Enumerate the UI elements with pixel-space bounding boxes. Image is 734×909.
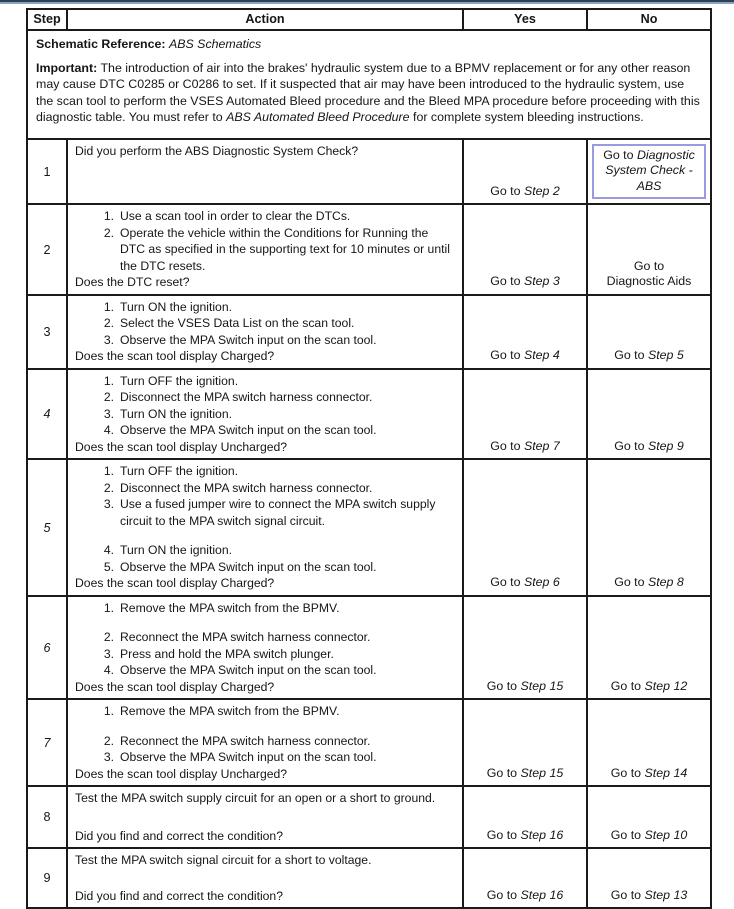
- goto-target: Step 5: [647, 348, 684, 363]
- goto-prefix: Go to: [614, 575, 648, 590]
- list-item-text: Remove the MPA switch from the BPMV.: [120, 600, 340, 615]
- goto-prefix: Go to: [490, 348, 524, 363]
- goto-prefix: Go to: [610, 827, 645, 842]
- no-cell: [586, 597, 710, 699]
- no-cell: [586, 849, 710, 907]
- action-list-item: [74, 373, 456, 390]
- important-tail: for complete system bleeding instructions.: [409, 110, 644, 125]
- action-list-item: [74, 332, 456, 349]
- step-number-cell: 5: [43, 520, 51, 535]
- list-item-number: 1.: [103, 600, 114, 615]
- list-item-text: Turn OFF the ignition.: [120, 373, 239, 388]
- schematic-reference-line: [36, 36, 702, 53]
- action-content: [74, 143, 456, 160]
- goto-link[interactable]: [490, 575, 560, 591]
- goto-target: Step 6: [523, 575, 560, 590]
- action-list-item: [74, 422, 456, 439]
- selected-link-box[interactable]: [592, 144, 706, 200]
- step-number-cell: 1: [43, 164, 51, 179]
- step-number-cell: 7: [43, 735, 51, 750]
- goto-prefix: Go to: [486, 827, 521, 842]
- goto-target: Step 14: [644, 765, 688, 780]
- goto-link[interactable]: [487, 679, 563, 695]
- action-list-item: [74, 463, 456, 480]
- important-reference-link[interactable]: ABS Automated Bleed Procedure: [226, 110, 410, 125]
- goto-prefix: Go to: [490, 183, 524, 198]
- table-row: [28, 458, 710, 595]
- list-item-number: 1.: [103, 299, 114, 314]
- important-body: The introduction of air into the brakes' hydraulic system due to a BPMV replacement or for any other reason may cause DTC C0285 or C0286 to set. If it suspected that air may have been introduced to the hydraulic system, use the scan tool to perform the VSES Automated Bleed procedure and the Bleed MPA procedure before proceeding with this diagnostic table. You must refer to: [36, 60, 700, 125]
- list-item-text: Use a fused jumper wire to connect the MPA switch supply circuit to the MPA switch signal circuit.: [120, 497, 436, 528]
- goto-link[interactable]: [487, 828, 563, 844]
- step-number-cell: 2: [43, 242, 51, 257]
- list-item-number: 1.: [103, 704, 114, 719]
- goto-target: Step 15: [520, 678, 564, 693]
- action-statement: Test the MPA switch supply circuit for an open or a short to ground.: [75, 791, 436, 806]
- list-item-text: Disconnect the MPA switch harness connector.: [120, 480, 373, 495]
- list-item-number: 4.: [103, 423, 114, 438]
- goto-line-2: Diagnostic Aids: [606, 274, 692, 289]
- goto-link[interactable]: [614, 348, 684, 364]
- goto-prefix: Go to: [486, 678, 521, 693]
- yes-cell: [462, 370, 586, 459]
- action-content: [74, 373, 456, 439]
- action-cell: [66, 140, 462, 204]
- step-number-cell: 8: [43, 810, 51, 825]
- action-list-item: [74, 542, 456, 559]
- action-content: [74, 852, 456, 869]
- action-question: Does the scan tool display Uncharged?: [75, 766, 288, 781]
- yes-cell: [462, 787, 586, 847]
- list-item-text: Reconnect the MPA switch harness connector.: [120, 630, 371, 645]
- action-cell: [66, 597, 462, 699]
- list-item-number: 1.: [103, 464, 114, 479]
- goto-prefix: Go to: [610, 765, 645, 780]
- action-question: Does the scan tool display Charged?: [75, 679, 275, 694]
- goto-target: Step 16: [520, 827, 564, 842]
- goto-link[interactable]: [614, 575, 684, 591]
- important-note: [36, 60, 702, 126]
- goto-link[interactable]: [490, 184, 560, 200]
- list-item-text: Observe the MPA Switch input on the scan tool.: [120, 332, 377, 347]
- list-item-text: Observe the MPA Switch input on the scan tool.: [120, 423, 377, 438]
- action-question: Did you find and correct the condition?: [75, 888, 283, 903]
- action-cell: [66, 205, 462, 294]
- no-cell: [586, 140, 710, 204]
- step-number-cell: 3: [43, 324, 51, 339]
- list-item-number: 5.: [103, 559, 114, 574]
- action-list-item: [74, 315, 456, 332]
- table-row: [28, 847, 710, 907]
- action-cell: [66, 370, 462, 459]
- action-content: [74, 703, 456, 766]
- goto-prefix: Go to: [610, 887, 645, 902]
- list-item-number: 3.: [103, 646, 114, 661]
- list-item-text: Turn OFF the ignition.: [120, 464, 239, 479]
- schematic-reference-label: Schematic Reference:: [36, 37, 166, 51]
- list-item-number: 3.: [103, 406, 114, 421]
- action-question: Does the DTC reset?: [75, 275, 190, 290]
- action-list-item: [74, 629, 456, 646]
- list-item-number: 2.: [103, 480, 114, 495]
- goto-target: Step 2: [523, 183, 560, 198]
- action-list-item: [74, 480, 456, 497]
- table-row: [28, 203, 710, 294]
- list-item-text: Remove the MPA switch from the BPMV.: [120, 704, 340, 719]
- action-list-item: [74, 733, 456, 750]
- action-list-item: [74, 646, 456, 663]
- goto-prefix: Go to: [610, 678, 645, 693]
- step-number-cell: 4: [43, 407, 51, 422]
- no-cell: [586, 370, 710, 459]
- list-item-text: Select the VSES Data List on the scan tool.: [120, 316, 355, 331]
- goto-prefix: Go to: [490, 274, 524, 289]
- list-item-text: Reconnect the MPA switch harness connector.: [120, 733, 371, 748]
- yes-cell: [462, 460, 586, 595]
- action-list-item: [74, 406, 456, 423]
- action-list-item: [74, 600, 456, 617]
- action-list-item: [74, 299, 456, 316]
- no-cell: [586, 460, 710, 595]
- goto-line-1: Go to: [633, 258, 665, 273]
- goto-link[interactable]: [611, 766, 687, 782]
- list-item-number: 2.: [103, 316, 114, 331]
- list-item-number: 2.: [103, 225, 114, 240]
- goto-prefix: Go to: [603, 147, 637, 162]
- table-row: [28, 294, 710, 368]
- no-cell: [586, 296, 710, 368]
- list-item-text: Turn ON the ignition.: [120, 299, 232, 314]
- goto-target: Step 15: [520, 765, 564, 780]
- goto-link[interactable]: [611, 828, 687, 844]
- header-yes: Yes: [462, 10, 586, 29]
- table-info-block: [28, 29, 710, 138]
- yes-cell: [462, 296, 586, 368]
- no-cell: [586, 205, 710, 294]
- list-item-number: 3.: [103, 497, 114, 512]
- goto-prefix: Go to: [614, 438, 648, 453]
- goto-prefix: Go to: [490, 575, 524, 590]
- yes-cell: [462, 205, 586, 294]
- list-item-text: Observe the MPA Switch input on the scan tool.: [120, 750, 377, 765]
- yes-cell: [462, 140, 586, 204]
- table-row: [28, 698, 710, 785]
- goto-link[interactable]: [490, 274, 560, 290]
- action-question: Does the scan tool display Charged?: [75, 576, 275, 591]
- action-list-item: [74, 208, 456, 225]
- goto-prefix: Go to: [486, 887, 521, 902]
- list-item-text: Use a scan tool in order to clear the DTCs.: [120, 209, 351, 224]
- step-number-cell: 9: [43, 871, 51, 886]
- goto-link[interactable]: [614, 439, 684, 455]
- list-item-text: Turn ON the ignition.: [120, 406, 232, 421]
- goto-target: Step 16: [520, 887, 564, 902]
- list-item-number: 2.: [103, 390, 114, 405]
- action-list-item: [74, 662, 456, 679]
- goto-target: Step 4: [523, 348, 560, 363]
- goto-target: Step 10: [644, 827, 688, 842]
- diagnostic-table: [26, 8, 712, 909]
- list-item-number: 1.: [103, 209, 114, 224]
- goto-target: Step 12: [644, 678, 688, 693]
- table-row: [28, 785, 710, 847]
- action-content: [74, 208, 456, 274]
- list-item-number: 2.: [103, 733, 114, 748]
- list-item-text: Disconnect the MPA switch harness connector.: [120, 390, 373, 405]
- goto-target: Step 7: [523, 438, 560, 453]
- yes-cell: [462, 597, 586, 699]
- table-row: [28, 138, 710, 204]
- table-row: [28, 595, 710, 699]
- list-item-text: Operate the vehicle within the Conditions for Running the DTC as specified in the supporting text for 10 minutes or until the DTC resets.: [120, 225, 450, 273]
- action-question: Does the scan tool display Uncharged?: [75, 439, 288, 454]
- goto-link[interactable]: [487, 888, 563, 904]
- header-no: No: [586, 10, 710, 29]
- window-top-bar: [0, 0, 734, 4]
- goto-target: Step 9: [647, 438, 684, 453]
- action-cell: [66, 787, 462, 847]
- goto-link[interactable]: [611, 888, 687, 904]
- goto-link[interactable]: [487, 766, 563, 782]
- goto-prefix: Go to: [490, 438, 524, 453]
- list-item-number: 3.: [103, 332, 114, 347]
- list-item-text: Observe the MPA Switch input on the scan tool.: [120, 663, 377, 678]
- header-action: Action: [66, 10, 462, 29]
- yes-cell: [462, 849, 586, 907]
- no-cell: [586, 787, 710, 847]
- goto-link[interactable]: [490, 439, 560, 455]
- goto-prefix: Go to: [486, 765, 521, 780]
- step-number-cell: 6: [43, 640, 51, 655]
- table-header-row: [28, 10, 710, 29]
- header-step: Step: [33, 12, 61, 26]
- goto-target: Step 13: [644, 887, 688, 902]
- list-item-text: Press and hold the MPA switch plunger.: [120, 646, 334, 661]
- action-content: [74, 299, 456, 349]
- action-cell: [66, 849, 462, 907]
- list-item-number: 1.: [103, 373, 114, 388]
- list-item-text: Turn ON the ignition.: [120, 543, 232, 558]
- action-question: Did you find and correct the condition?: [75, 828, 283, 843]
- action-cell: [66, 296, 462, 368]
- goto-link[interactable]: [490, 348, 560, 364]
- goto-target: Step 8: [647, 575, 684, 590]
- action-cell: [66, 460, 462, 595]
- action-list-item: [74, 559, 456, 576]
- goto-link[interactable]: [607, 259, 692, 290]
- yes-cell: [462, 700, 586, 785]
- action-list-item: [74, 703, 456, 720]
- action-content: [74, 790, 456, 807]
- action-list-item: [74, 496, 456, 529]
- list-item-number: 4.: [103, 543, 114, 558]
- action-content: [74, 600, 456, 679]
- goto-target: Diagnostic System Check - ABS: [605, 147, 695, 193]
- important-label: Important:: [36, 60, 98, 75]
- goto-link[interactable]: [611, 679, 687, 695]
- action-list-item: [74, 749, 456, 766]
- action-list-item: [74, 389, 456, 406]
- no-cell: [586, 700, 710, 785]
- action-cell: [66, 700, 462, 785]
- goto-link[interactable]: [603, 148, 695, 193]
- action-statement: Did you perform the ABS Diagnostic System Check?: [75, 143, 359, 158]
- list-item-number: 4.: [103, 663, 114, 678]
- table-body: [28, 138, 710, 908]
- list-item-number: 2.: [103, 630, 114, 645]
- action-list-item: [74, 225, 456, 275]
- schematic-reference-value: ABS Schematics: [168, 37, 262, 51]
- action-statement: Test the MPA switch signal circuit for a short to voltage.: [75, 853, 372, 868]
- action-question: Does the scan tool display Charged?: [75, 349, 275, 364]
- goto-target: Step 3: [523, 274, 560, 289]
- list-item-number: 3.: [103, 750, 114, 765]
- goto-prefix: Go to: [614, 348, 648, 363]
- list-item-text: Observe the MPA Switch input on the scan tool.: [120, 559, 377, 574]
- action-content: [74, 463, 456, 575]
- table-row: [28, 368, 710, 459]
